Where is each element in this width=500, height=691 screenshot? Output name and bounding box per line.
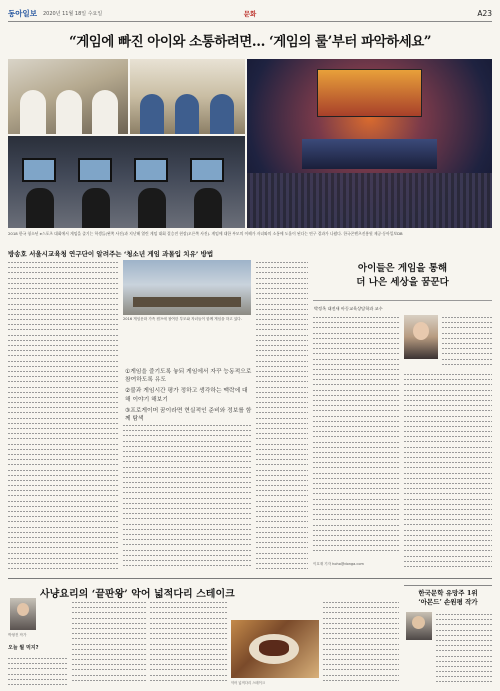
inset-caption: 2016 게임문화 가족 캠프에 참여한 부모와 자녀들이 함께 게임을 하고 있다. bbox=[123, 317, 242, 321]
essay-body-col1 bbox=[313, 315, 400, 555]
article-body-col2 bbox=[123, 423, 251, 573]
essay-title bbox=[313, 262, 492, 290]
article-byline: 이호재 기자 hoho@donga.com bbox=[313, 562, 364, 566]
section-label: 문화 bbox=[243, 9, 257, 18]
feature-title bbox=[404, 589, 492, 606]
issue-date: 2020년 11월 18일 수요일 bbox=[42, 10, 103, 17]
tip-item: ③프로게이머 꿈이라면 현실적인 준비와 정보를 함께 탐색 bbox=[125, 407, 252, 423]
main-headline: “게임에 빠진 아이와 소통하려면… ‘게임의 룰’부터 파악하세요” bbox=[68, 34, 432, 50]
article-body-col3 bbox=[256, 260, 308, 573]
essay-body-col3 bbox=[404, 372, 492, 572]
author-feature-box bbox=[404, 585, 492, 606]
writer-name: 박형진 작가 bbox=[8, 633, 27, 637]
essay-rule bbox=[313, 300, 492, 301]
newspaper-logo: 동아일보 bbox=[8, 8, 37, 18]
article-title: 방송호 서울시교육청 연구단이 알려주는 ‘청소년 게임 과몰입 치유’ 방법 bbox=[8, 250, 214, 258]
food-body-col2 bbox=[72, 600, 146, 688]
steak-photo bbox=[231, 620, 319, 678]
food-body-col3 bbox=[150, 600, 227, 688]
column-series-name: 오늘 뭘 먹지? bbox=[8, 645, 39, 651]
top-rule bbox=[8, 21, 492, 22]
kids-gaming-photo bbox=[8, 59, 128, 134]
food-body-col1 bbox=[8, 656, 68, 688]
essay-body-col2 bbox=[442, 315, 492, 370]
food-article-title: 사냥요리의 ‘끝판왕’ 악어 넓적다리 스테이크 bbox=[40, 589, 235, 600]
esports-arena-photo bbox=[247, 59, 492, 228]
writer-portrait bbox=[10, 598, 36, 630]
article-body-col1 bbox=[8, 260, 118, 572]
tip-item: ②불과 게임시간 평가 정하고 생각하는 맥락에 대해 이야기 해보기 bbox=[125, 388, 248, 403]
section-divider bbox=[8, 578, 492, 579]
feature-title-line: ‘아몬드’ 손원평 작가 bbox=[418, 597, 478, 606]
students-gaming-photo bbox=[130, 59, 245, 134]
tip-item: ①게임을 즐기도록 놓되 게임에서 자꾸 능동적으로 참여하도록 유도 bbox=[125, 369, 252, 384]
food-photo-caption: 악어 넓적다리 스테이크 bbox=[231, 681, 265, 685]
pc-cafe-photo bbox=[8, 136, 245, 228]
food-body-col4 bbox=[323, 600, 399, 688]
author-portrait bbox=[404, 315, 438, 359]
masthead bbox=[8, 6, 492, 20]
feature-body bbox=[436, 612, 492, 688]
feature-title-line: 한국문학 유망주 1위 bbox=[418, 589, 478, 597]
novelist-portrait bbox=[406, 612, 432, 640]
family-game-photo bbox=[123, 260, 251, 315]
essay-author: 박정옥 대전새 아동교육상담학과 교수 bbox=[314, 306, 383, 311]
photo-caption: 2018 한국 청소년 e스포츠 대회에서 게임을 즐기는 학생들(왼쪽 사진)과 지난해 열린 게임 대회 결승전 현장(오른쪽 사진). 게임에 대한 부모의 이해가 자녀와의 소통에 도움이 된다는 연구 결과가 나왔다. 한국콘텐츠진흥원 제공·동아일보DB bbox=[8, 231, 403, 236]
photo-collage bbox=[8, 59, 492, 228]
page-number: A23 bbox=[477, 8, 492, 18]
essay-title-line: 더 나은 세상을 꿈꾼다 bbox=[356, 277, 449, 288]
tips-list bbox=[125, 368, 253, 426]
essay-title-line: 아이들은 게임을 통해 bbox=[357, 263, 448, 274]
